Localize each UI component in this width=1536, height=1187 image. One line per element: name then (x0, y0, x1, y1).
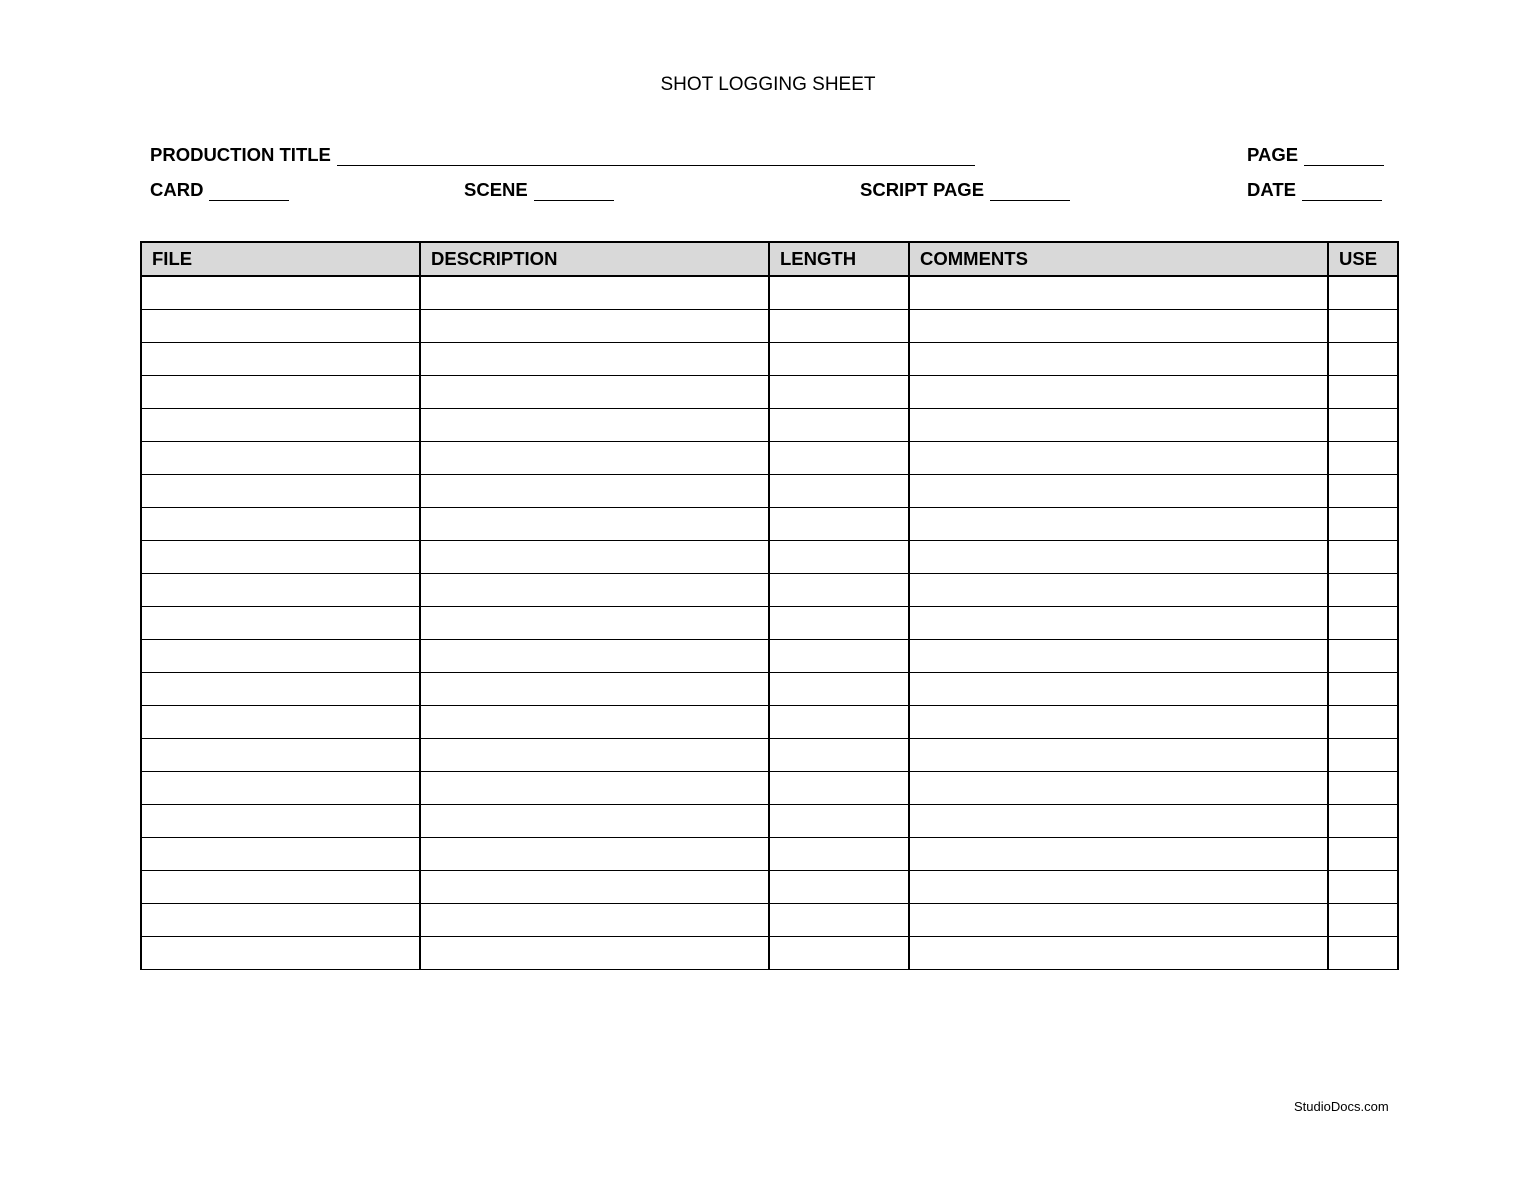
table-row (141, 442, 1398, 475)
cell-use[interactable] (1328, 574, 1398, 607)
table-row (141, 541, 1398, 574)
cell-comments[interactable] (909, 904, 1328, 937)
table-row (141, 508, 1398, 541)
cell-file[interactable] (141, 310, 420, 343)
cell-file[interactable] (141, 706, 420, 739)
cell-file[interactable] (141, 541, 420, 574)
script-page-input[interactable] (990, 182, 1070, 201)
cell-file[interactable] (141, 475, 420, 508)
cell-description[interactable] (420, 409, 769, 442)
cell-file[interactable] (141, 276, 420, 310)
date-input[interactable] (1302, 182, 1382, 201)
cell-file[interactable] (141, 838, 420, 871)
cell-comments[interactable] (909, 409, 1328, 442)
cell-length[interactable] (769, 937, 909, 970)
column-header-length: LENGTH (769, 242, 909, 276)
cell-description[interactable] (420, 706, 769, 739)
table-row (141, 838, 1398, 871)
table-row (141, 772, 1398, 805)
column-header-description: DESCRIPTION (420, 242, 769, 276)
cell-use[interactable] (1328, 772, 1398, 805)
cell-file[interactable] (141, 904, 420, 937)
cell-length[interactable] (769, 607, 909, 640)
cell-use[interactable] (1328, 475, 1398, 508)
table-row (141, 409, 1398, 442)
table-row (141, 673, 1398, 706)
cell-description[interactable] (420, 508, 769, 541)
cell-use[interactable] (1328, 871, 1398, 904)
table-row (141, 475, 1398, 508)
cell-comments[interactable] (909, 871, 1328, 904)
sheet-title: SHOT LOGGING SHEET (660, 74, 876, 95)
scene-input[interactable] (534, 182, 614, 201)
cell-comments[interactable] (909, 475, 1328, 508)
cell-use[interactable] (1328, 310, 1398, 343)
cell-file[interactable] (141, 376, 420, 409)
cell-length[interactable] (769, 805, 909, 838)
cell-file[interactable] (141, 673, 420, 706)
table-row (141, 871, 1398, 904)
cell-use[interactable] (1328, 409, 1398, 442)
card-label: CARD (150, 179, 204, 200)
cell-description[interactable] (420, 574, 769, 607)
cell-length[interactable] (769, 772, 909, 805)
cell-file[interactable] (141, 574, 420, 607)
cell-file[interactable] (141, 442, 420, 475)
cell-length[interactable] (769, 343, 909, 376)
cell-length[interactable] (769, 376, 909, 409)
cell-comments[interactable] (909, 310, 1328, 343)
cell-comments[interactable] (909, 673, 1328, 706)
cell-file[interactable] (141, 508, 420, 541)
cell-length[interactable] (769, 706, 909, 739)
table-row (141, 640, 1398, 673)
cell-comments[interactable] (909, 937, 1328, 970)
cell-length[interactable] (769, 871, 909, 904)
column-header-use: USE (1328, 242, 1398, 276)
cell-description[interactable] (420, 871, 769, 904)
cell-use[interactable] (1328, 706, 1398, 739)
date-label: DATE (1247, 179, 1296, 200)
cell-description[interactable] (420, 442, 769, 475)
card-field (150, 179, 289, 201)
cell-comments[interactable] (909, 574, 1328, 607)
cell-comments[interactable] (909, 838, 1328, 871)
table-row (141, 937, 1398, 970)
cell-length[interactable] (769, 442, 909, 475)
cell-file[interactable] (141, 640, 420, 673)
cell-length[interactable] (769, 838, 909, 871)
cell-length[interactable] (769, 276, 909, 310)
cell-use[interactable] (1328, 805, 1398, 838)
cell-description[interactable] (420, 276, 769, 310)
table-header-row (141, 242, 1398, 276)
cell-length[interactable] (769, 310, 909, 343)
cell-description[interactable] (420, 904, 769, 937)
cell-use[interactable] (1328, 937, 1398, 970)
cell-use[interactable] (1328, 739, 1398, 772)
cell-description[interactable] (420, 937, 769, 970)
cell-use[interactable] (1328, 376, 1398, 409)
cell-description[interactable] (420, 607, 769, 640)
production-title-label: PRODUCTION TITLE (150, 144, 331, 165)
cell-length[interactable] (769, 475, 909, 508)
cell-comments[interactable] (909, 343, 1328, 376)
table-row (141, 310, 1398, 343)
cell-comments[interactable] (909, 376, 1328, 409)
cell-use[interactable] (1328, 276, 1398, 310)
cell-comments[interactable] (909, 607, 1328, 640)
cell-length[interactable] (769, 739, 909, 772)
cell-use[interactable] (1328, 607, 1398, 640)
cell-length[interactable] (769, 541, 909, 574)
cell-file[interactable] (141, 871, 420, 904)
cell-length[interactable] (769, 673, 909, 706)
table-row (141, 706, 1398, 739)
cell-description[interactable] (420, 772, 769, 805)
cell-description[interactable] (420, 541, 769, 574)
cell-comments[interactable] (909, 772, 1328, 805)
cell-comments[interactable] (909, 276, 1328, 310)
script-page-label: SCRIPT PAGE (860, 179, 985, 200)
table-row (141, 376, 1398, 409)
cell-file[interactable] (141, 739, 420, 772)
page-label: PAGE (1247, 144, 1299, 165)
cell-file[interactable] (141, 937, 420, 970)
cell-comments[interactable] (909, 541, 1328, 574)
table-row (141, 904, 1398, 937)
cell-comments[interactable] (909, 739, 1328, 772)
cell-description[interactable] (420, 376, 769, 409)
cell-use[interactable] (1328, 343, 1398, 376)
column-header-comments: COMMENTS (909, 242, 1328, 276)
cell-file[interactable] (141, 805, 420, 838)
production-title-input[interactable] (337, 147, 975, 166)
cell-file[interactable] (141, 607, 420, 640)
table-row (141, 739, 1398, 772)
cell-comments[interactable] (909, 640, 1328, 673)
cell-comments[interactable] (909, 442, 1328, 475)
cell-length[interactable] (769, 904, 909, 937)
cell-use[interactable] (1328, 904, 1398, 937)
cell-description[interactable] (420, 640, 769, 673)
scene-label: SCENE (464, 179, 528, 200)
cell-comments[interactable] (909, 706, 1328, 739)
date-field (1247, 179, 1382, 201)
table-row (141, 574, 1398, 607)
cell-use[interactable] (1328, 838, 1398, 871)
cell-file[interactable] (141, 343, 420, 376)
cell-description[interactable] (420, 805, 769, 838)
cell-comments[interactable] (909, 805, 1328, 838)
cell-use[interactable] (1328, 508, 1398, 541)
script-page-field (860, 179, 1070, 201)
table-row (141, 805, 1398, 838)
cell-description[interactable] (420, 739, 769, 772)
cell-file[interactable] (141, 772, 420, 805)
scene-field (464, 179, 614, 201)
table-row (141, 607, 1398, 640)
cell-length[interactable] (769, 574, 909, 607)
cell-use[interactable] (1328, 442, 1398, 475)
cell-description[interactable] (420, 838, 769, 871)
table-row (141, 276, 1398, 310)
cell-use[interactable] (1328, 640, 1398, 673)
cell-description[interactable] (420, 343, 769, 376)
cell-length[interactable] (769, 640, 909, 673)
cell-comments[interactable] (909, 508, 1328, 541)
card-input[interactable] (209, 182, 289, 201)
cell-length[interactable] (769, 409, 909, 442)
cell-use[interactable] (1328, 541, 1398, 574)
cell-description[interactable] (420, 475, 769, 508)
column-header-file: FILE (141, 242, 420, 276)
table-row (141, 343, 1398, 376)
cell-description[interactable] (420, 673, 769, 706)
production-title-field (150, 144, 975, 166)
cell-description[interactable] (420, 310, 769, 343)
table-body (141, 276, 1398, 970)
shot-log-table (140, 241, 1399, 970)
footer-brand: StudioDocs.com (1294, 1099, 1389, 1114)
cell-length[interactable] (769, 508, 909, 541)
page-field (1247, 144, 1384, 166)
cell-file[interactable] (141, 409, 420, 442)
cell-use[interactable] (1328, 673, 1398, 706)
page-input[interactable] (1304, 147, 1384, 166)
